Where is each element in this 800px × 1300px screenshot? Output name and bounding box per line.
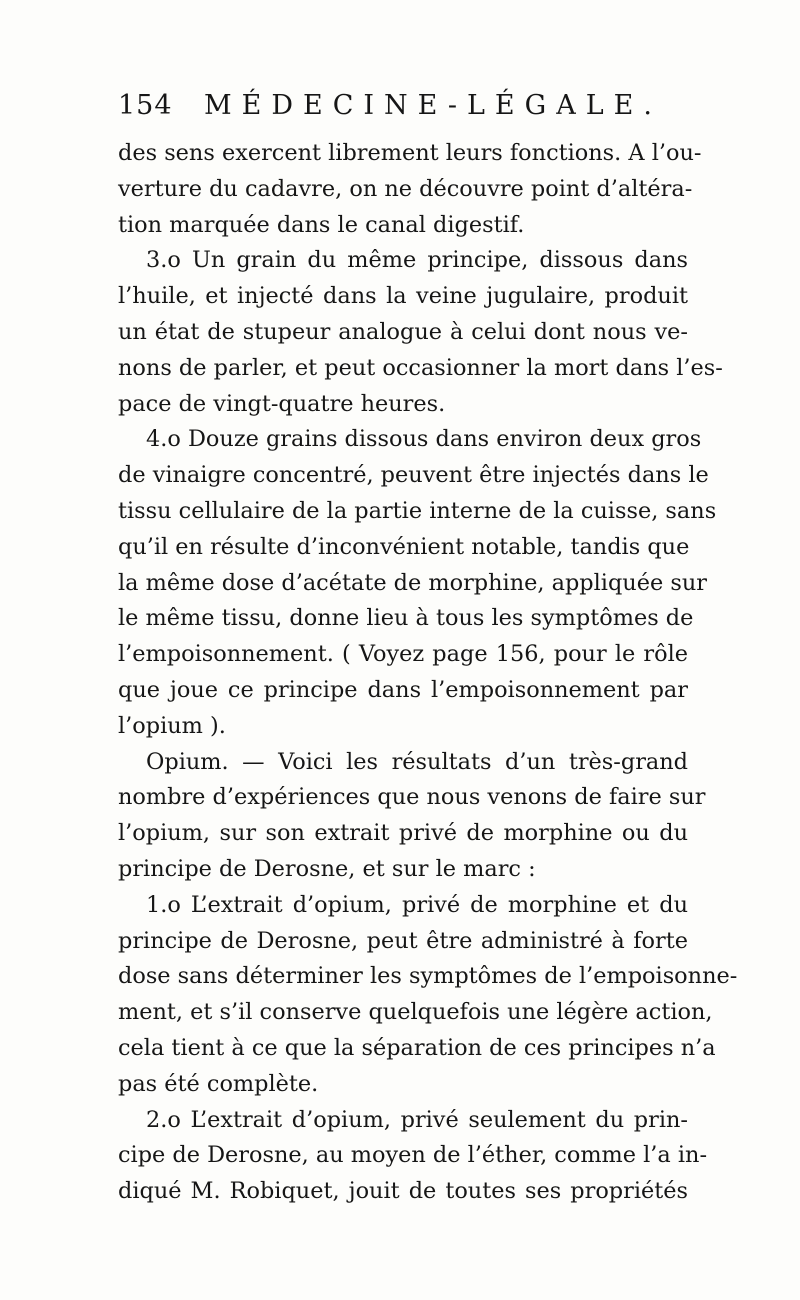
text-line: le même tissu, donne lieu à tous les symptômes de — [118, 605, 694, 632]
text-line: diqué M. Robiquet, jouit de toutes ses propriétés — [118, 1178, 688, 1205]
text-line: qu’il en résulte d’inconvénient notable, tandis que — [118, 533, 690, 560]
text-line: l’huile, et injecté dans la veine jugulaire, produit — [118, 283, 688, 310]
text-line: que joue ce principe dans l’empoisonnement par — [118, 676, 688, 703]
running-title: MÉDECINE-LÉGALE. — [204, 90, 662, 121]
text-line: pas été complète. — [118, 1070, 319, 1097]
text-line: un état de stupeur analogue à celui dont nous ve- — [118, 318, 688, 345]
text-line: 1.o L’extrait d’opium, privé de morphine et du — [146, 891, 688, 918]
text-line: la même dose d’acétate de morphine, appliquée sur — [118, 569, 707, 596]
page-header — [118, 90, 678, 132]
text-line: des sens exercent librement leurs fonctions. A l’ou- — [118, 140, 702, 166]
text-line: l’opium ). — [118, 712, 226, 739]
text-line: l’opium, sur son extrait privé de morphine ou du — [118, 820, 688, 847]
text-line: principe de Derosne, et sur le marc : — [118, 855, 536, 882]
text-line: ment, et s’il conserve quelquefois une légère action, — [118, 999, 713, 1026]
text-line: de vinaigre concentré, peuvent être injectés dans le — [118, 462, 709, 489]
text-line: 4.o Douze grains dissous dans environ deux gros — [146, 426, 702, 453]
text-line: Opium. — Voici les résultats d’un très-grand — [146, 748, 688, 775]
text-line: tion marquée dans le canal digestif. — [118, 211, 525, 238]
text-line: tissu cellulaire de la partie interne de la cuisse, sans — [118, 497, 717, 524]
text-line: nombre d’expériences que nous venons de faire sur — [118, 784, 706, 811]
text-line: nons de parler, et peut occasionner la mort dans l’es- — [118, 354, 723, 381]
text-line: verture du cadavre, on ne découvre point d’altéra- — [118, 175, 693, 202]
text-line: 2.o L’extrait d’opium, privé seulement du prin- — [146, 1106, 688, 1133]
text-line: 3.o Un grain du même principe, dissous dans — [146, 247, 688, 274]
text-line: l’empoisonnement. ( Voyez page 156, pour le rôle — [118, 641, 688, 668]
body-text — [118, 136, 738, 1210]
text-line: dose sans déterminer les symptômes de l’empoisonne- — [118, 963, 738, 990]
page-number: 154 — [118, 90, 173, 121]
text-line: pace de vingt-quatre heures. — [118, 390, 446, 417]
text-line: principe de Derosne, peut être administré à forte — [118, 927, 688, 954]
text-line: cela tient à ce que la séparation de ces principes n’a — [118, 1034, 716, 1061]
text-line: cipe de Derosne, au moyen de l’éther, comme l’a in- — [118, 1142, 708, 1169]
